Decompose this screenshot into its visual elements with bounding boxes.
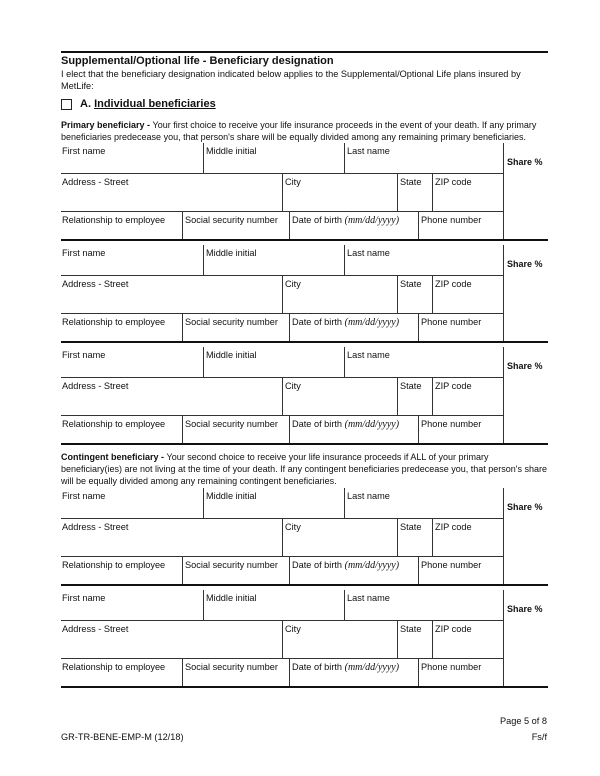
contingent-beneficiary-block — [61, 590, 548, 688]
address-street-field[interactable]: Address - Street — [62, 177, 129, 187]
share-percent-field[interactable]: Share % — [507, 259, 543, 269]
dob-label: Date of birth — [292, 560, 345, 570]
top-rule — [61, 51, 548, 53]
contingent-beneficiary-block — [61, 488, 548, 586]
address-street-field[interactable]: Address - Street — [62, 279, 129, 289]
form-id: GR-TR-BENE-EMP-M (12/18) — [61, 732, 184, 742]
contingent-heading: Contingent beneficiary - — [61, 452, 167, 462]
primary-beneficiary-block — [61, 143, 548, 241]
dob-label: Date of birth — [292, 419, 345, 429]
zip-code-field[interactable]: ZIP code — [435, 381, 472, 391]
zip-code-field[interactable]: ZIP code — [435, 624, 472, 634]
dob-label: Date of birth — [292, 662, 345, 672]
middle-initial-field[interactable]: Middle initial — [206, 491, 257, 501]
share-percent-field[interactable]: Share % — [507, 157, 543, 167]
zip-code-field[interactable]: ZIP code — [435, 177, 472, 187]
dob-label: Date of birth — [292, 215, 345, 225]
individual-beneficiaries-checkbox[interactable] — [61, 99, 72, 110]
share-percent-field[interactable]: Share % — [507, 361, 543, 371]
ssn-field[interactable]: Social security number — [185, 215, 278, 225]
ssn-field[interactable]: Social security number — [185, 317, 278, 327]
dob-format: (mm/dd/yyyy) — [344, 215, 400, 226]
middle-initial-field[interactable]: Middle initial — [206, 248, 257, 258]
middle-initial-field[interactable]: Middle initial — [206, 350, 257, 360]
city-field[interactable]: City — [285, 177, 301, 187]
relationship-field[interactable]: Relationship to employee — [62, 215, 166, 225]
ssn-field[interactable]: Social security number — [185, 560, 278, 570]
relationship-field[interactable]: Relationship to employee — [62, 662, 166, 672]
relationship-field[interactable]: Relationship to employee — [62, 419, 166, 429]
contingent-text: Your second choice to receive your life insurance proceeds if ALL of your primary beneficiary(ies) are not living at the time of your death. If any contingent beneficiaries predecease you, that person's share will be equally divided among any remaining contingent beneficiaries. — [61, 452, 547, 486]
share-percent-field[interactable]: Share % — [507, 502, 543, 512]
state-field[interactable]: State — [400, 177, 422, 187]
middle-initial-field[interactable]: Middle initial — [206, 593, 257, 603]
page-number: Page 5 of 8 — [500, 716, 547, 726]
phone-number-field[interactable]: Phone number — [421, 215, 482, 225]
contingent-beneficiary-description — [61, 451, 551, 487]
first-name-field[interactable]: First name — [62, 248, 106, 258]
date-of-birth-field[interactable] — [292, 215, 399, 226]
form-code: Fs/f — [531, 732, 547, 742]
section-a-label: Individual beneficiaries — [94, 98, 216, 110]
first-name-field[interactable]: First name — [62, 350, 106, 360]
state-field[interactable]: State — [400, 624, 422, 634]
address-street-field[interactable]: Address - Street — [62, 624, 129, 634]
primary-beneficiary-block — [61, 347, 548, 445]
first-name-field[interactable]: First name — [62, 593, 106, 603]
zip-code-field[interactable]: ZIP code — [435, 279, 472, 289]
page-title: Supplemental/Optional life - Beneficiary designation — [61, 55, 334, 67]
address-street-field[interactable]: Address - Street — [62, 381, 129, 391]
section-a-prefix: A. — [80, 98, 91, 110]
first-name-field[interactable]: First name — [62, 491, 106, 501]
city-field[interactable]: City — [285, 624, 301, 634]
phone-number-field[interactable]: Phone number — [421, 317, 482, 327]
state-field[interactable]: State — [400, 279, 422, 289]
dob-label: Date of birth — [292, 317, 345, 327]
date-of-birth-field[interactable] — [292, 317, 399, 328]
phone-number-field[interactable]: Phone number — [421, 662, 482, 672]
city-field[interactable]: City — [285, 381, 301, 391]
dob-format: (mm/dd/yyyy) — [344, 662, 400, 673]
intro-text: I elect that the beneficiary designation indicated below applies to the Supplemental/Optional Life plans insured by MetLife: — [61, 69, 521, 91]
dob-format: (mm/dd/yyyy) — [344, 560, 400, 571]
share-percent-field[interactable]: Share % — [507, 604, 543, 614]
last-name-field[interactable]: Last name — [347, 248, 390, 258]
ssn-field[interactable]: Social security number — [185, 662, 278, 672]
primary-heading: Primary beneficiary - — [61, 120, 153, 130]
last-name-field[interactable]: Last name — [347, 491, 390, 501]
relationship-field[interactable]: Relationship to employee — [62, 560, 166, 570]
dob-format: (mm/dd/yyyy) — [344, 317, 400, 328]
primary-beneficiary-description — [61, 119, 551, 143]
state-field[interactable]: State — [400, 522, 422, 532]
relationship-field[interactable]: Relationship to employee — [62, 317, 166, 327]
phone-number-field[interactable]: Phone number — [421, 560, 482, 570]
date-of-birth-field[interactable] — [292, 662, 399, 673]
dob-format: (mm/dd/yyyy) — [344, 419, 400, 430]
last-name-field[interactable]: Last name — [347, 146, 390, 156]
middle-initial-field[interactable]: Middle initial — [206, 146, 257, 156]
section-a-heading — [61, 98, 216, 110]
address-street-field[interactable]: Address - Street — [62, 522, 129, 532]
primary-text: Your first choice to receive your life insurance proceeds in the event of your death. If any primary beneficiaries predecease you, that person's share will be equally divided among any remaining primary beneficiaries. — [61, 120, 537, 142]
city-field[interactable]: City — [285, 522, 301, 532]
last-name-field[interactable]: Last name — [347, 593, 390, 603]
phone-number-field[interactable]: Phone number — [421, 419, 482, 429]
zip-code-field[interactable]: ZIP code — [435, 522, 472, 532]
date-of-birth-field[interactable] — [292, 560, 399, 571]
last-name-field[interactable]: Last name — [347, 350, 390, 360]
primary-beneficiary-block — [61, 245, 548, 343]
first-name-field[interactable]: First name — [62, 146, 106, 156]
ssn-field[interactable]: Social security number — [185, 419, 278, 429]
city-field[interactable]: City — [285, 279, 301, 289]
state-field[interactable]: State — [400, 381, 422, 391]
date-of-birth-field[interactable] — [292, 419, 399, 430]
